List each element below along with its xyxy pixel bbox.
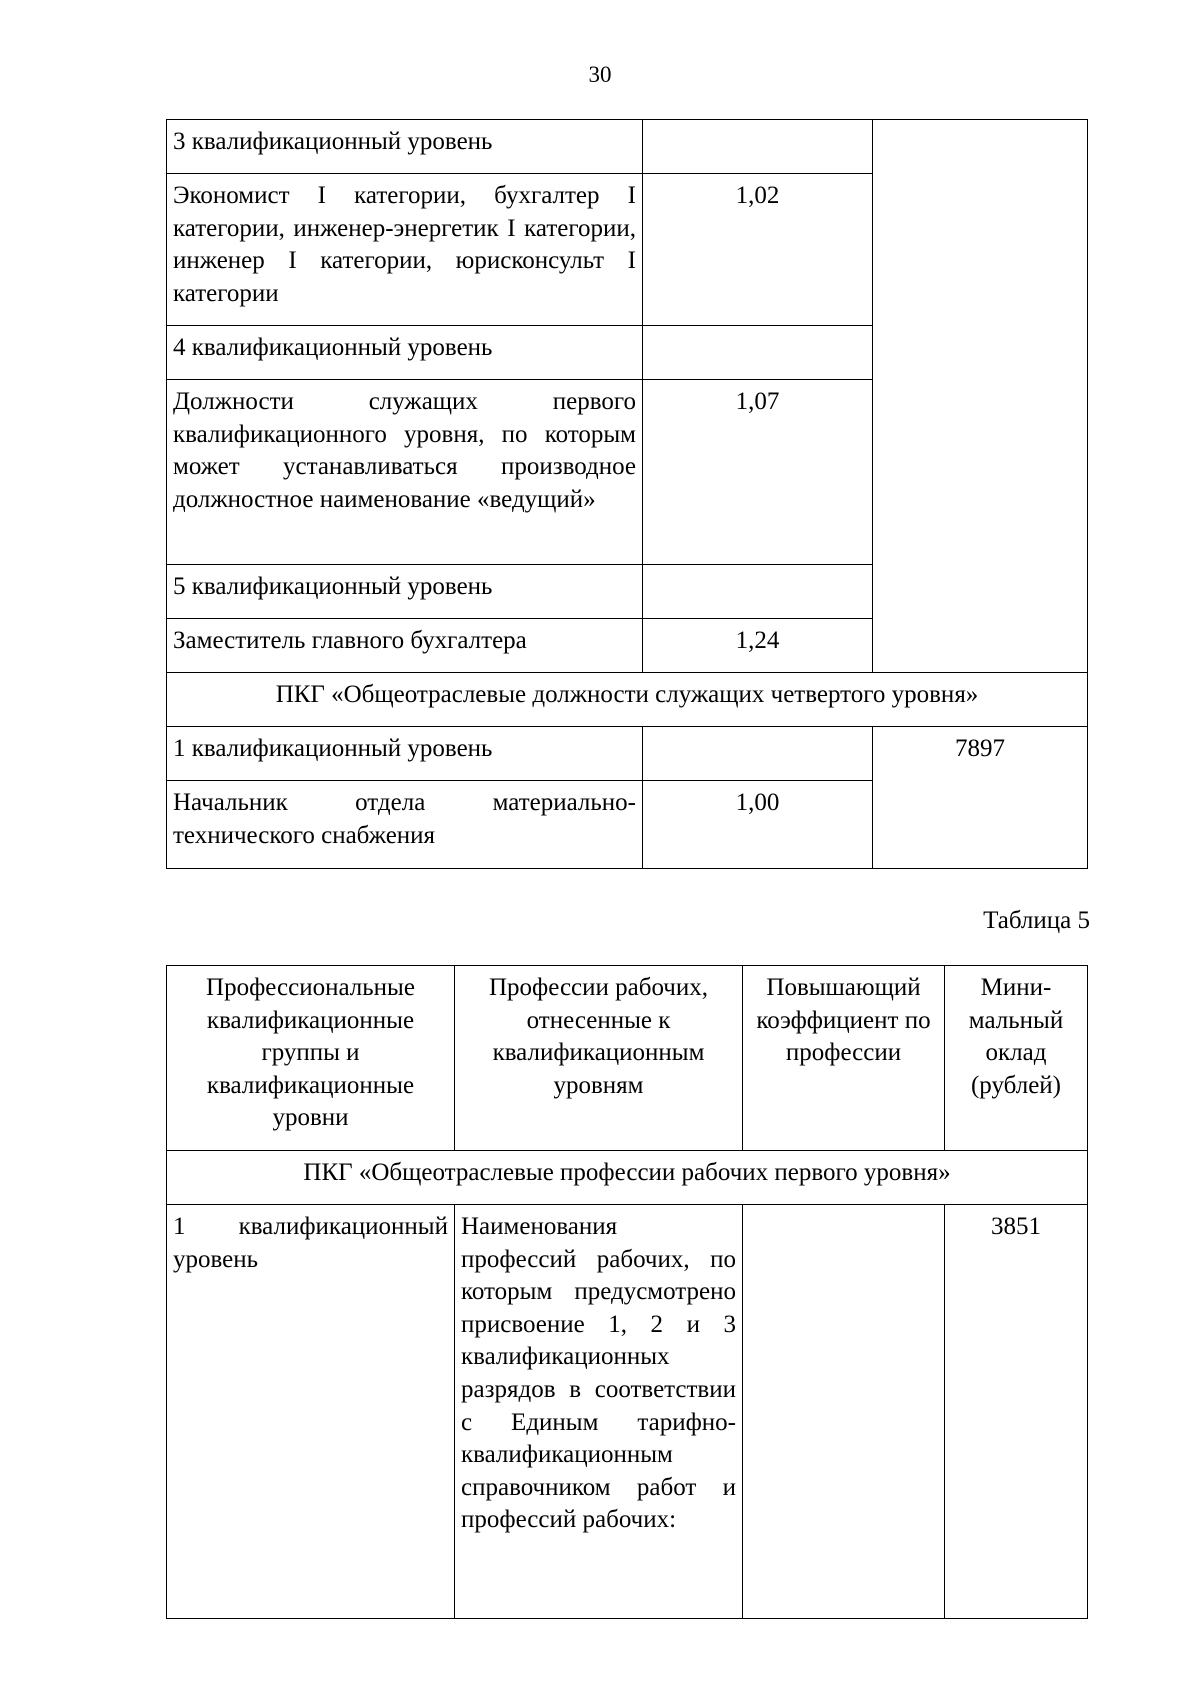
coefficient-cell	[743, 1205, 945, 1619]
salary-cell: 7897	[873, 727, 1088, 869]
column-header-salary: Мини-мальный оклад (рублей)	[945, 966, 1088, 1151]
position-cell: Экономист I категории, бухгалтер I категории, инженер-энергетик I категории, инженер I категории, юрисконсульт I категории	[167, 174, 643, 326]
coefficient-cell	[643, 565, 873, 619]
column-header-professions: Профессии рабочих, отнесенные к квалификационным уровням	[455, 966, 743, 1151]
group-header-cell: ПКГ «Общеотраслевые должности служащих четвертого уровня»	[167, 673, 1088, 727]
level-cell: 1 квалификационный уровень	[167, 727, 643, 781]
professions-cell: Наименования профессий рабочих, по которым предусмотрено присвоение 1, 2 и 3 квалификационных разрядов в соответствии с Единым тарифно-квалификационным справочником работ и профессий рабочих:	[455, 1205, 743, 1619]
table-header-row	[167, 966, 1088, 1151]
group-header-cell: ПКГ «Общеотраслевые профессии рабочих первого уровня»	[167, 1151, 1088, 1205]
level-cell: 5 квалификационный уровень	[167, 565, 643, 619]
coefficient-cell	[643, 727, 873, 781]
salary-table-continued	[166, 119, 1088, 869]
position-cell: Начальник отдела материально-технического снабжения	[167, 781, 643, 869]
column-header-groups: Профессиональные квалификационные группы и квалификационные уровни	[167, 966, 455, 1151]
coefficient-cell	[643, 120, 873, 174]
position-cell: Заместитель главного бухгалтера	[167, 619, 643, 673]
salary-cell	[873, 120, 1088, 673]
coefficient-cell: 1,00	[643, 781, 873, 869]
salary-cell: 3851	[945, 1205, 1088, 1619]
coefficient-cell	[643, 326, 873, 380]
table-caption: Таблица 5	[983, 907, 1090, 934]
table-row	[167, 120, 1088, 174]
salary-table-5	[166, 965, 1088, 1619]
table-row	[167, 727, 1088, 781]
table-row	[167, 1151, 1088, 1205]
table-row	[167, 673, 1088, 727]
page-number: 30	[588, 62, 612, 87]
coefficient-cell: 1,02	[643, 174, 873, 326]
coefficient-cell: 1,24	[643, 619, 873, 673]
level-cell: 1 квалификационный уровень	[167, 1205, 455, 1619]
coefficient-cell: 1,07	[643, 380, 873, 565]
table-row	[167, 1205, 1088, 1619]
level-cell: 4 квалификационный уровень	[167, 326, 643, 380]
position-cell: Должности служащих первого квалификационного уровня, по которым может устанавливаться производное должностное наименование «ведущий»	[167, 380, 643, 565]
column-header-coefficient: Повышающий коэффициент по профессии	[743, 966, 945, 1151]
level-cell: 3 квалификационный уровень	[167, 120, 643, 174]
